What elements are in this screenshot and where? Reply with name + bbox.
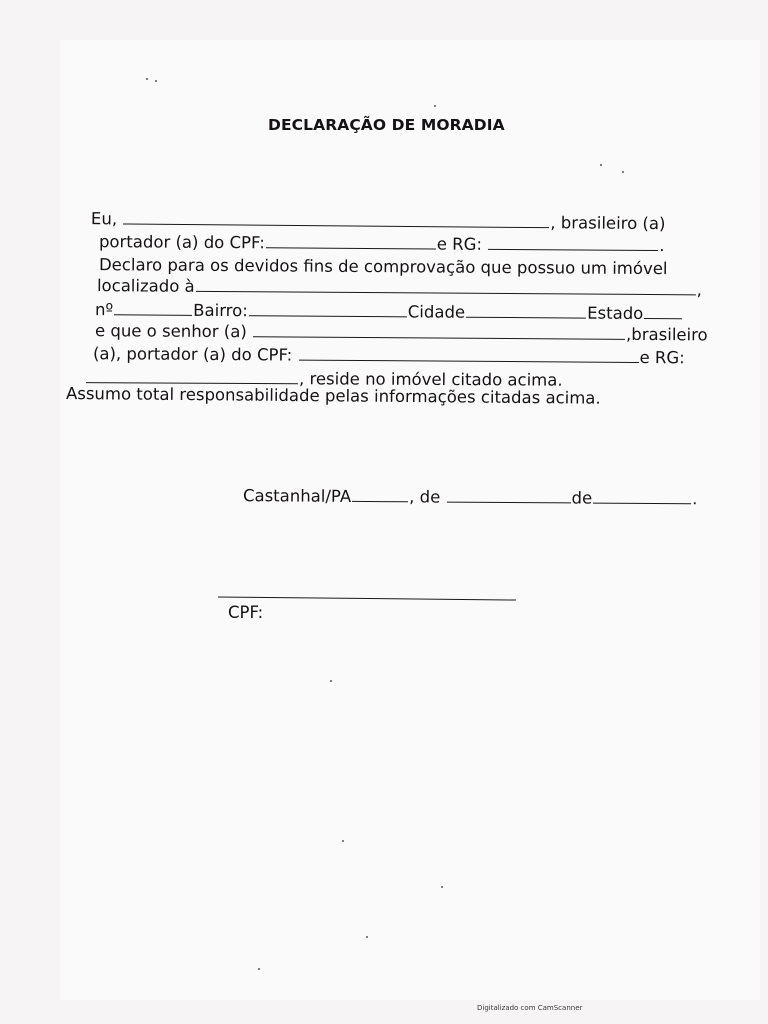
date-line: Castanhal/PA , de de . [242, 486, 698, 509]
declaration-line-2: portador (a) do CPF: e RG: . [98, 232, 665, 256]
scan-speck [366, 936, 368, 938]
declaration-line-4: localizado à , [96, 276, 703, 300]
month-blank [446, 488, 570, 504]
declaration-line-5: nº Bairro: Cidade Estado [74, 281, 684, 342]
year-blank [593, 489, 691, 505]
scan-speck [441, 886, 443, 888]
declaration-line-8: , reside no imóvel citado acima. [64, 349, 563, 409]
city-label: Castanhal/PA [242, 486, 352, 506]
declaration-line-1: Eu, , brasileiro (a) [90, 209, 666, 234]
day-blank [352, 487, 408, 502]
declaration-line-6: e que o senhor (a) ,brasileiro [94, 321, 708, 345]
signature-cpf-label: CPF: [228, 603, 264, 622]
scan-speck [342, 840, 344, 842]
senhor-rg-blank [86, 368, 298, 384]
responsibility-statement: Assumo total responsabilidade pelas informações citadas acima. [65, 384, 601, 408]
scan-speck [155, 80, 157, 82]
declaration-line-3: Declaro para os devidos fins de comprovação que possuo um imóvel [98, 255, 668, 279]
scan-speck [434, 105, 436, 107]
scan-speck [600, 164, 602, 166]
declaration-line-7: (a), portador (a) do CPF: e RG: [92, 344, 685, 368]
document-title: DECLARAÇÃO DE MORADIA [268, 116, 505, 134]
scanner-watermark: Digitalizado com CamScanner [477, 1004, 583, 1012]
scan-speck [330, 680, 332, 682]
scan-speck [622, 171, 624, 173]
scan-speck [258, 968, 260, 970]
scan-speck [146, 78, 148, 80]
